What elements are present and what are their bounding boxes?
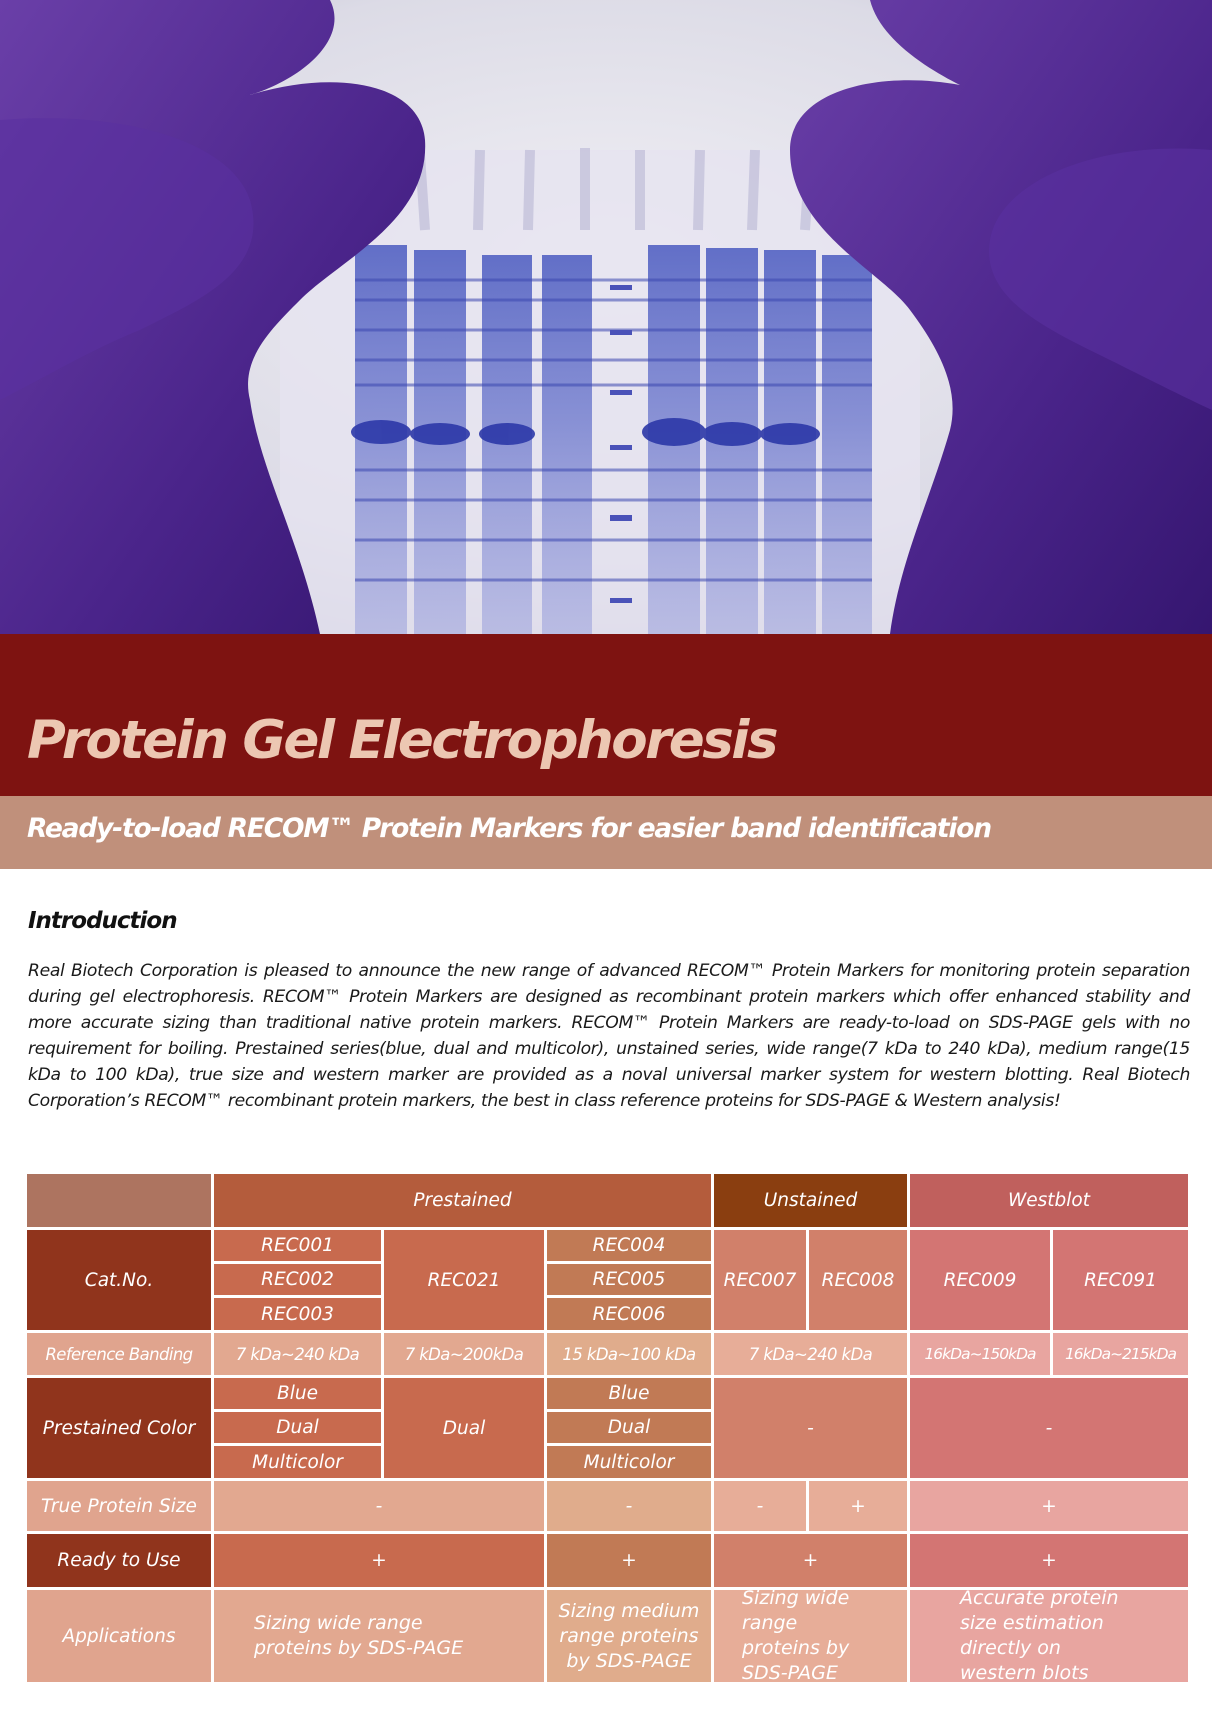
banding-rec021: 7 kDa~200kDa — [384, 1333, 544, 1375]
group-header-unstained: Unstained — [714, 1174, 907, 1227]
gel-electrophoresis-photo — [0, 0, 1212, 634]
table-corner-cell — [27, 1174, 211, 1227]
row-label-reference-banding: Reference Banding — [27, 1333, 211, 1375]
applications-prestained-c — [547, 1590, 711, 1682]
color-blue-a: Blue — [214, 1378, 381, 1409]
ready-prestained-a: + — [214, 1534, 544, 1587]
cat-rec021: REC021 — [384, 1230, 544, 1330]
applications-unstained — [714, 1587, 907, 1684]
row-label-ready-to-use: Ready to Use — [27, 1534, 211, 1587]
color-multicolor-c: Multicolor — [547, 1446, 711, 1478]
color-dual-rec021: Dual — [384, 1378, 544, 1478]
banding-unstained: 7 kDa~240 kDa — [714, 1333, 907, 1375]
cat-rec005: REC005 — [547, 1264, 711, 1295]
row-label-prestained-color: Prestained Color — [27, 1378, 211, 1478]
banding-rec004-006: 15 kDa~100 kDa — [547, 1333, 711, 1375]
applications-westblot-text: Accurate protein size estimation directly on western blots — [960, 1587, 1119, 1684]
banding-rec091: 16kDa~215kDa — [1053, 1333, 1188, 1375]
true-size-rec008: + — [809, 1481, 907, 1531]
color-unstained: - — [714, 1378, 907, 1478]
cat-rec003: REC003 — [214, 1298, 381, 1330]
applications-prestained-a — [214, 1590, 544, 1682]
group-header-westblot: Westblot — [910, 1174, 1188, 1227]
true-size-rec007: - — [714, 1481, 806, 1531]
cat-rec006: REC006 — [547, 1298, 711, 1330]
applications-prestained-a-text: Sizing wide range proteins by SDS-PAGE — [254, 1612, 464, 1659]
cat-rec007: REC007 — [714, 1230, 806, 1330]
ready-prestained-c: + — [547, 1534, 711, 1587]
row-label-true-protein-size: True Protein Size — [27, 1481, 211, 1531]
applications-unstained-text: Sizing wide range proteins by SDS-PAGE — [742, 1587, 850, 1684]
color-westblot: - — [910, 1378, 1188, 1478]
applications-westblot — [910, 1587, 1188, 1684]
banding-rec009: 16kDa~150kDa — [910, 1333, 1050, 1375]
cat-rec002: REC002 — [214, 1264, 381, 1295]
true-size-prestained-a: - — [214, 1481, 544, 1531]
banding-rec001-003: 7 kDa~240 kDa — [214, 1333, 381, 1375]
cat-rec091: REC091 — [1053, 1230, 1188, 1330]
cat-rec004: REC004 — [547, 1230, 711, 1261]
row-label-cat-no: Cat.No. — [27, 1230, 211, 1330]
cat-rec008: REC008 — [809, 1230, 907, 1330]
color-dual-a: Dual — [214, 1412, 381, 1443]
color-dual-c: Dual — [547, 1412, 711, 1443]
page-subtitle: Ready-to-load RECOM™ Protein Markers for easier band identification — [27, 813, 991, 844]
cat-rec009: REC009 — [910, 1230, 1050, 1330]
cat-rec001: REC001 — [214, 1230, 381, 1261]
ready-westblot: + — [910, 1534, 1188, 1587]
color-multicolor-a: Multicolor — [214, 1446, 381, 1478]
applications-prestained-c-text: Sizing medium range proteins by SDS-PAGE — [558, 1599, 700, 1672]
page-title: Protein Gel Electrophoresis — [27, 710, 777, 771]
true-size-westblot: + — [910, 1481, 1188, 1531]
group-header-prestained: Prestained — [214, 1174, 711, 1227]
intro-heading: Introduction — [28, 908, 177, 934]
ready-unstained: + — [714, 1534, 907, 1587]
color-blue-c: Blue — [547, 1378, 711, 1409]
intro-body: Real Biotech Corporation is pleased to announce the new range of advanced RECOM™ Protein Markers for monitoring protein separation during gel electrophoresis. RECOM™ Protein Markers are designed as recombinant protein markers which offer enhanced stability and more accurate sizing than traditional native protein markers. RECOM™ Protein Markers are ready-to-load on SDS-PAGE gels with no requirement for boiling. Prestained series(blue, dual and multicolor), unstained series, wide range(7 kDa to 240 kDa), medium range(15 kDa to 100 kDa), true size and western marker are provided as a noval universal marker system for western blotting. Real Biotech Corporation’s RECOM™ recombinant protein markers, the best in class reference proteins for SDS-PAGE & Western analysis! — [28, 961, 1190, 1111]
true-size-prestained-c: - — [547, 1481, 711, 1531]
row-label-applications: Applications — [27, 1590, 211, 1682]
